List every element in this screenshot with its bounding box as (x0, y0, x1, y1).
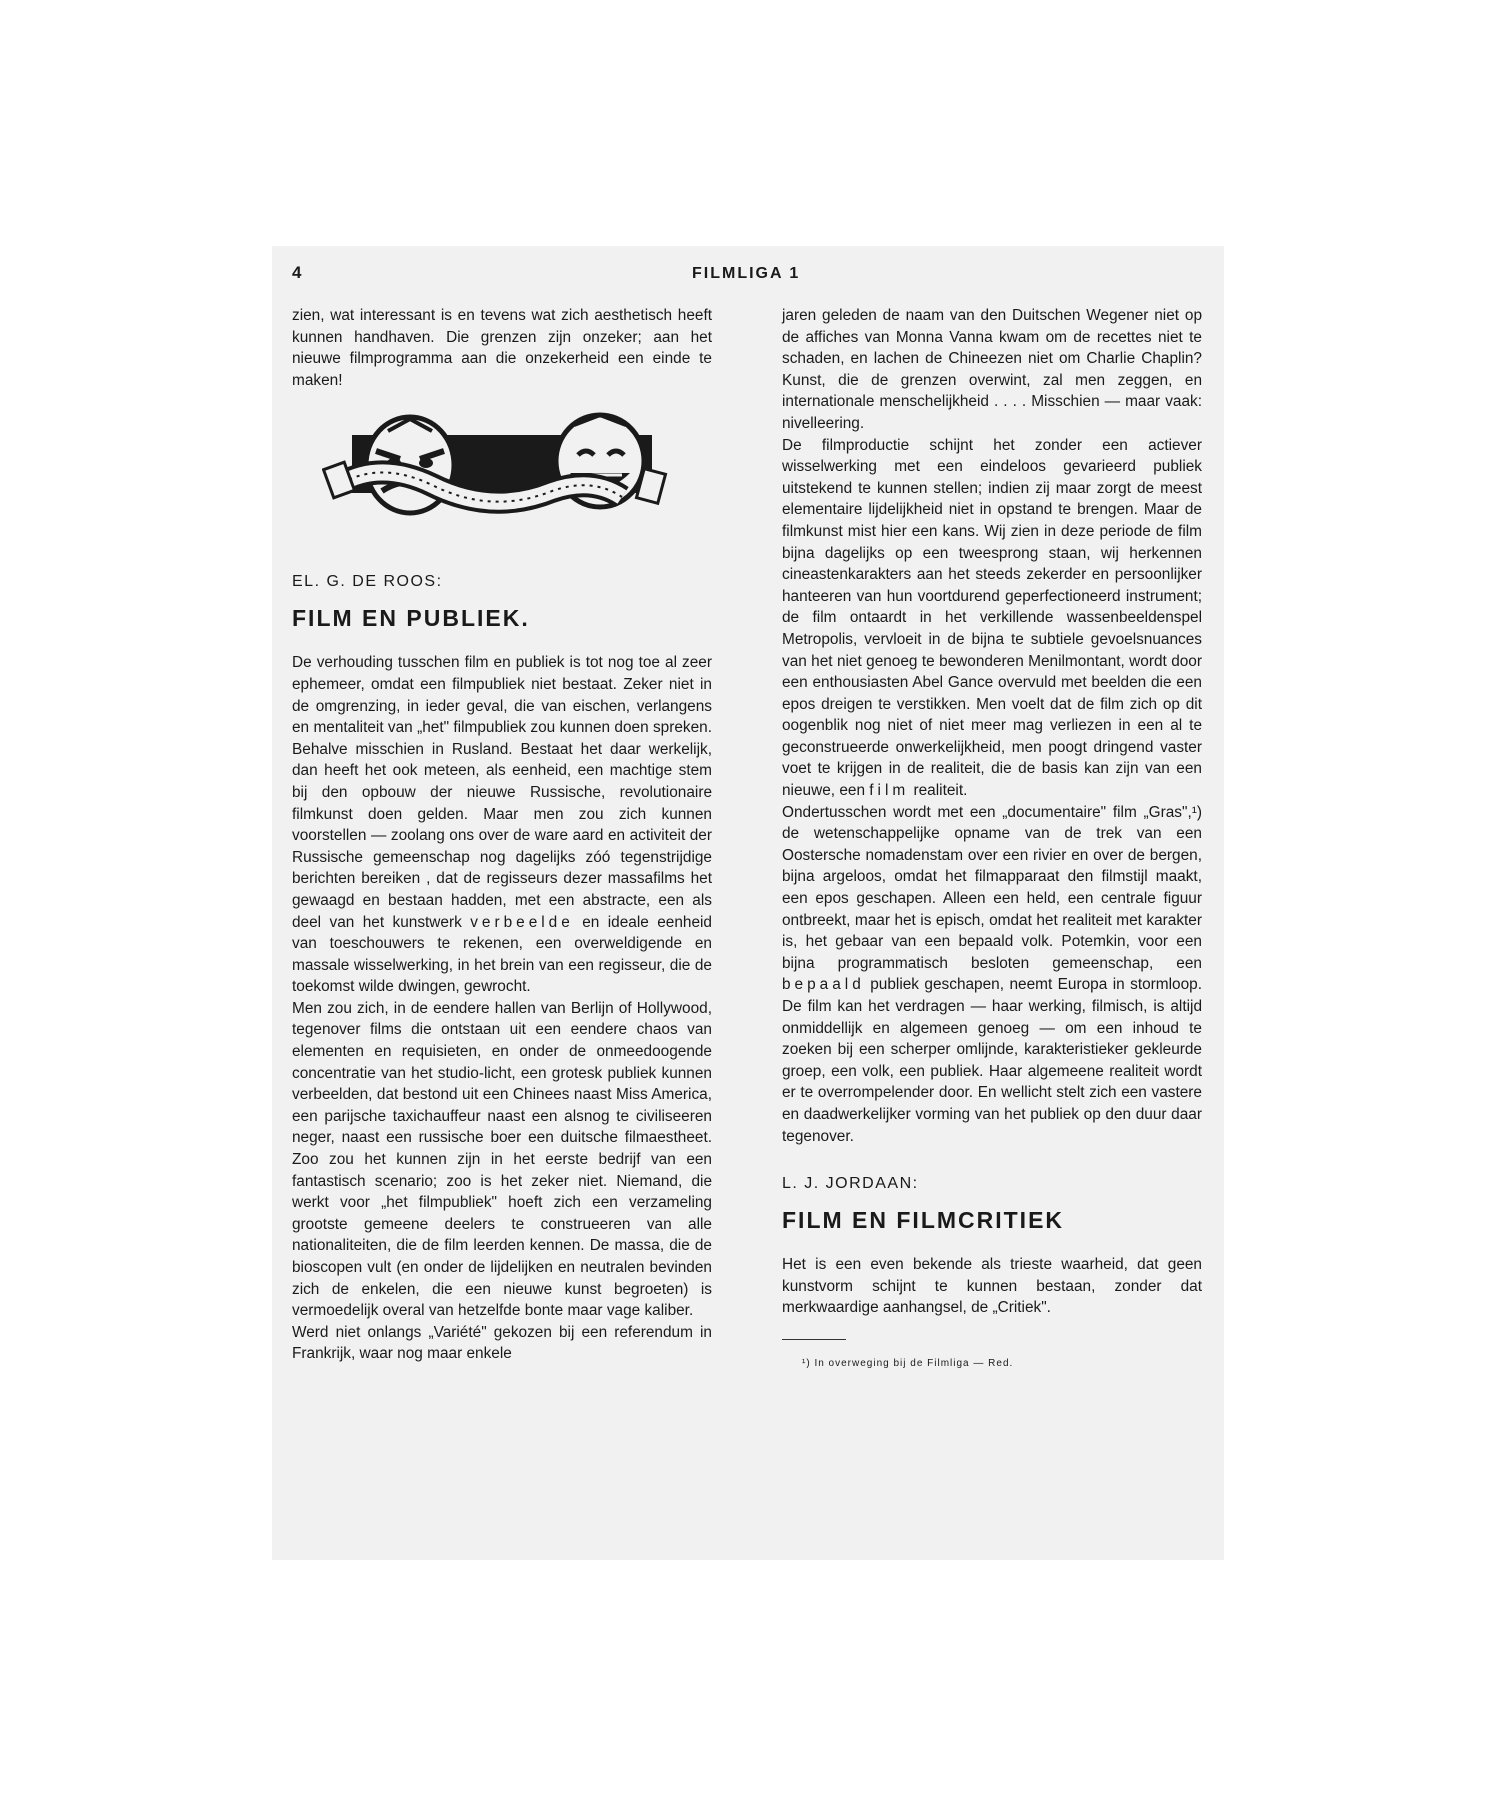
article1-paragraph-4 (782, 435, 1202, 802)
article1-paragraph-4-text-b: realiteit. (909, 782, 968, 800)
article2-title: FILM EN FILMCRITIEK (782, 1207, 1065, 1234)
article1-paragraph-4-text-a: De filmproductie schijnt het zonder een actiever wisselwerking met een eindeloos gevarieerd publiek uitstekend te kunnen stellen; indien zij maar zorgt de meest elementaire lijdelijkheid niet in opstand te brengen. Maar de filmkunst mist hier een kans. Wij zien in deze periode de film bijna dagelijks op een tweesprong staan, wij herkennen cineastenkarakters aan het steeds zekerder en persoonlijker hanteeren van hun voortdurend geperfectioneerd instrument; de film ontaardt in het verkillende wassenbeeldenspel Metropolis, vervloeit in de bijna te subtiele gevoelsnuances van het niet genoeg te bewonderen Menilmontant, wordt door een enthousiasten Abel Gance overvuld met beelden die een epos dreigen te verstikken. Men voelt dat de film zich op dit oogenblik nog niet of niet meer mag verliezen in een al te geconstrueerde onwerkelijkheid, men poogt dringend vaster voet te krijgen in de realiteit, die de basis kan zijn van een nieuwe, een (782, 436, 1202, 800)
article2-byline: L. J. JORDAAN: (782, 1175, 919, 1193)
article2-paragraph-1: Het is een even bekende als trieste waarheid, dat geen kunstvorm schijnt te kunnen bestaan, zonder dat merkwaardige aanhangsel, de „Critiek". (782, 1256, 1202, 1317)
article1-paragraph-4-spaced-word: film (869, 782, 910, 800)
left-column (292, 305, 712, 1365)
intro-paragraph: zien, wat interessant is en tevens wat zich aesthetisch heeft kunnen handhaven. Die grenzen zijn onzeker; aan het nieuwe filmprogramma aan die onzekerheid een einde te maken! (292, 307, 712, 389)
article1-paragraph-5-spaced-word: bepaald (782, 976, 865, 994)
running-title: FILMLIGA 1 (692, 265, 801, 282)
article1-paragraph-1-text-b: en ideale eenheid van toeschouwers te rekenen, een overweldigende en massale wisselwerking, in het brein van een regisseur, die de toekomst wilde dwingen, gewrocht. (292, 913, 712, 996)
article1-paragraph-5 (782, 802, 1202, 1148)
article1-paragraph-1 (292, 652, 712, 998)
theatre-masks-with-film-strip-icon (322, 411, 682, 521)
article1-paragraph-3-end: jaren geleden de naam van den Duitschen Wegener niet op de affiches van Monna Vanna kwam om de recettes niet te schaden, en lachen de Chineezen niet om Charlie Chaplin? Kunst, die de grenzen overwint, zal men zeggen, en internationale menschelijkheid . . . . Misschien — maar vaak: nivelleering. (782, 307, 1202, 432)
article1-title: FILM EN PUBLIEK. (292, 605, 530, 632)
article1-paragraph-1-spaced-word: verbeelde (470, 913, 574, 931)
article1-paragraph-5-text-a: Ondertusschen wordt met een „documentaire" film „Gras",¹) de wetenschappelijke opname van de trek van een Oostersche nomadenstam over een rivier en over de bergen, bijna argeloos, omdat het filmapparaat den filmstijl maakt, een epos geschapen. Alleen een held, een centrale figuur ontbreekt, maar het is episch, omdat het realiteit met karakter is, het gebaar van een bepaald volk. Potemkin, voor een bijna programmatisch besloten gemeenschap, een (782, 803, 1202, 972)
article1-paragraph-2: Men zou zich, in de eendere hallen van Berlijn of Hollywood, tegenover films die ontstaan uit een eendere chaos van elementen en requisieten, en onder de onmeedoogende concentratie van het studio-licht, een grotesk publiek kunnen verbeelden, dat bestond uit een Chinees naast Miss America, een parijsche taxichauffeur naast een alsnog te civiliseeren neger, naast een russische boer een duitsche filmaestheet. Zoo zou het kunnen zijn in het eerste bedrijf van een fantastisch scenario; zoo is het zeker niet. Niemand, die werkt voor „het filmpubliek" hoeft zich een verzameling grootste gemeene deelers te construeeren van alle nationaliteiten, die de film leerden kennen. De massa, die de bioscopen vult (en onder de lijdelijken en neutralen bevinden zich de enkelen, die een nieuwe kunst begroeten) is vermoedelijk overal van hetzelfde bonte maar vage kaliber. (292, 999, 712, 1320)
right-column (782, 305, 1202, 1369)
article1-byline: EL. G. DE ROOS: (292, 573, 443, 591)
article1-paragraph-3-start: Werd niet onlangs „Variété" gekozen bij een referendum in Frankrijk, waar nog maar enkele (292, 1323, 712, 1363)
article1-paragraph-1-text-a: De verhouding tusschen film en publiek is tot nog toe al zeer ephemeer, omdat een filmpubliek niet bestaat. Zeker niet in de omgrenzing, in ieder geval, die van eischen, verlangens en mentaliteit van „het" filmpubliek zou kunnen doen spreken. Behalve misschien in Rusland. Bestaat het daar werkelijk, dan heeft het ook meteen, als eenheid, een machtige stem bij den opbouw der nieuwe Russische, revolutionaire filmkunst doen gelden. Maar men zou zich kunnen voorstellen — zoolang ons over de ware aard en activiteit der Russische gemeenschap nog dagelijks zóó tegenstrijdige berichten bereiken , dat de regisseurs dezer massafilms het gewaagd en bestaan hadden, met een abstracte, een als deel van het kunstwerk (292, 654, 712, 931)
footnote-divider (782, 1339, 846, 1340)
footnote: ¹) In overweging bij de Filmliga — Red. (802, 1357, 1014, 1369)
page-number: 4 (292, 263, 303, 282)
article1-paragraph-5-text-b: publiek geschapen, neemt Europa in stormloop. De film kan het verdragen — haar werking, filmisch, is altijd onmiddellijk en algemeen genoeg — om een inhoud te zoeken bij een scherper omlijnde, karakteristieker gekleurde groep, een volk, een publiek. Haar algemeene realiteit wordt er te overrompelender door. En wellicht stelt zich een vastere en daadwerkelijker vorming van het publiek op den duur daar tegenover. (782, 976, 1202, 1145)
